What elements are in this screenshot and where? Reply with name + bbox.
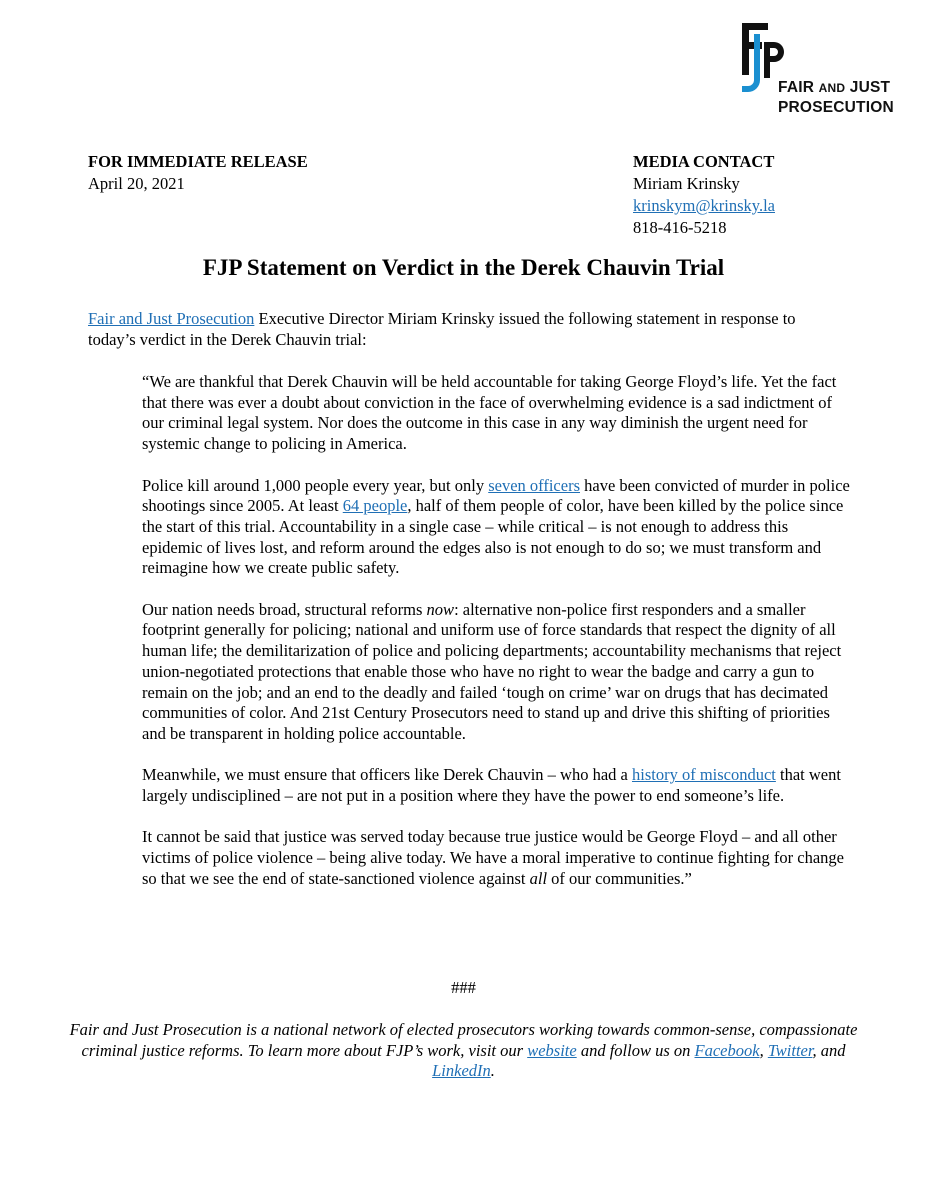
linkedin-link[interactable]: LinkedIn	[432, 1061, 491, 1081]
contact-email-link[interactable]: krinskym@krinsky.la	[633, 196, 775, 215]
quote-paragraph-5: It cannot be said that justice was served today because true justice would be George Floyd – and all other victims of police violence – being alive today. We have a moral imperative to continue fighting for change so that we see the end of state-sanctioned violence against all of our communities.”	[142, 827, 844, 888]
logo-wordmark: FAIR AND JUST PROSECUTION	[778, 79, 894, 116]
quote-paragraph-2: Police kill around 1,000 people every year, but only seven officers have been convicted of murder in police shootings since 2005. At least 64 people, half of them people of color, have been killed by the police since the start of this trial. Accountability in a single case – while critical – is not enough to address this epidemic of lives lost, and reform around the edges also is not enough to do so; we must transform and reimagine how we create public safety.	[142, 475, 850, 578]
intro-paragraph: Fair and Just Prosecution Executive Director Miriam Krinsky issued the following statement in response to today’s verdict in the Derek Chauvin trial:	[88, 309, 796, 349]
footer-boilerplate: Fair and Just Prosecution is a national network of elected prosecutors working towards common-sense, compassionate criminal justice reforms. To learn more about FJP’s work, visit our website and follow us on Facebook, Twitter, and LinkedIn.	[69, 1020, 858, 1081]
quote-paragraph-3: Our nation needs broad, structural reforms now: alternative non-police first responders and a smaller footprint generally for policing; national and uniform use of force standards that respect the dignity of all human life; the demilitarization of police and policing departments; accountability mechanisms that reject union-negotiated protections that enable those who have no right to wear the badge and carry a gun to remain on the job; and an end to the deadly and failed ‘tough on crime’ war on drugs that has decimated communities of color. And 21st Century Prosecutors need to stand up and drive this shifting of priorities and be transparent in holding police accountable.	[142, 599, 842, 743]
statement-quote	[142, 372, 852, 910]
64-people-link[interactable]: 64 people	[342, 496, 408, 516]
website-link[interactable]: website	[527, 1040, 577, 1060]
facebook-link[interactable]: Facebook	[694, 1040, 760, 1060]
release-label: FOR IMMEDIATE RELEASE	[88, 152, 308, 171]
quote-paragraph-4: Meanwhile, we must ensure that officers like Derek Chauvin – who had a history of misconduct that went largely undisciplined – are not put in a position where they have the power to end someone’s life.	[142, 765, 841, 806]
quote-paragraph-1: “We are thankful that Derek Chauvin will be held accountable for taking George Floyd’s life. Yet the fact that there was ever a doubt about conviction in the face of overwhelming evidence is a sad indictment of our criminal legal system. Nor does the outcome in this case in any way diminish the urgent need for systemic change to policing in America.	[142, 372, 837, 454]
twitter-link[interactable]: Twitter	[767, 1040, 813, 1060]
fjp-logo	[738, 20, 908, 130]
contact-phone: 818-416-5218	[633, 218, 727, 237]
media-contact-block	[633, 151, 775, 239]
media-contact-label: MEDIA CONTACT	[633, 152, 775, 171]
release-block	[88, 151, 308, 195]
end-separator: ###	[451, 978, 476, 997]
svg-text:FJP: FJP	[738, 20, 740, 21]
contact-name: Miriam Krinsky	[633, 174, 740, 193]
page-title: FJP Statement on Verdict in the Derek Chauvin Trial	[202, 255, 725, 280]
release-date: April 20, 2021	[88, 174, 185, 193]
seven-officers-link[interactable]: seven officers	[488, 475, 580, 495]
fjp-link[interactable]: Fair and Just Prosecution	[88, 309, 255, 328]
history-of-misconduct-link[interactable]: history of misconduct	[631, 765, 776, 785]
